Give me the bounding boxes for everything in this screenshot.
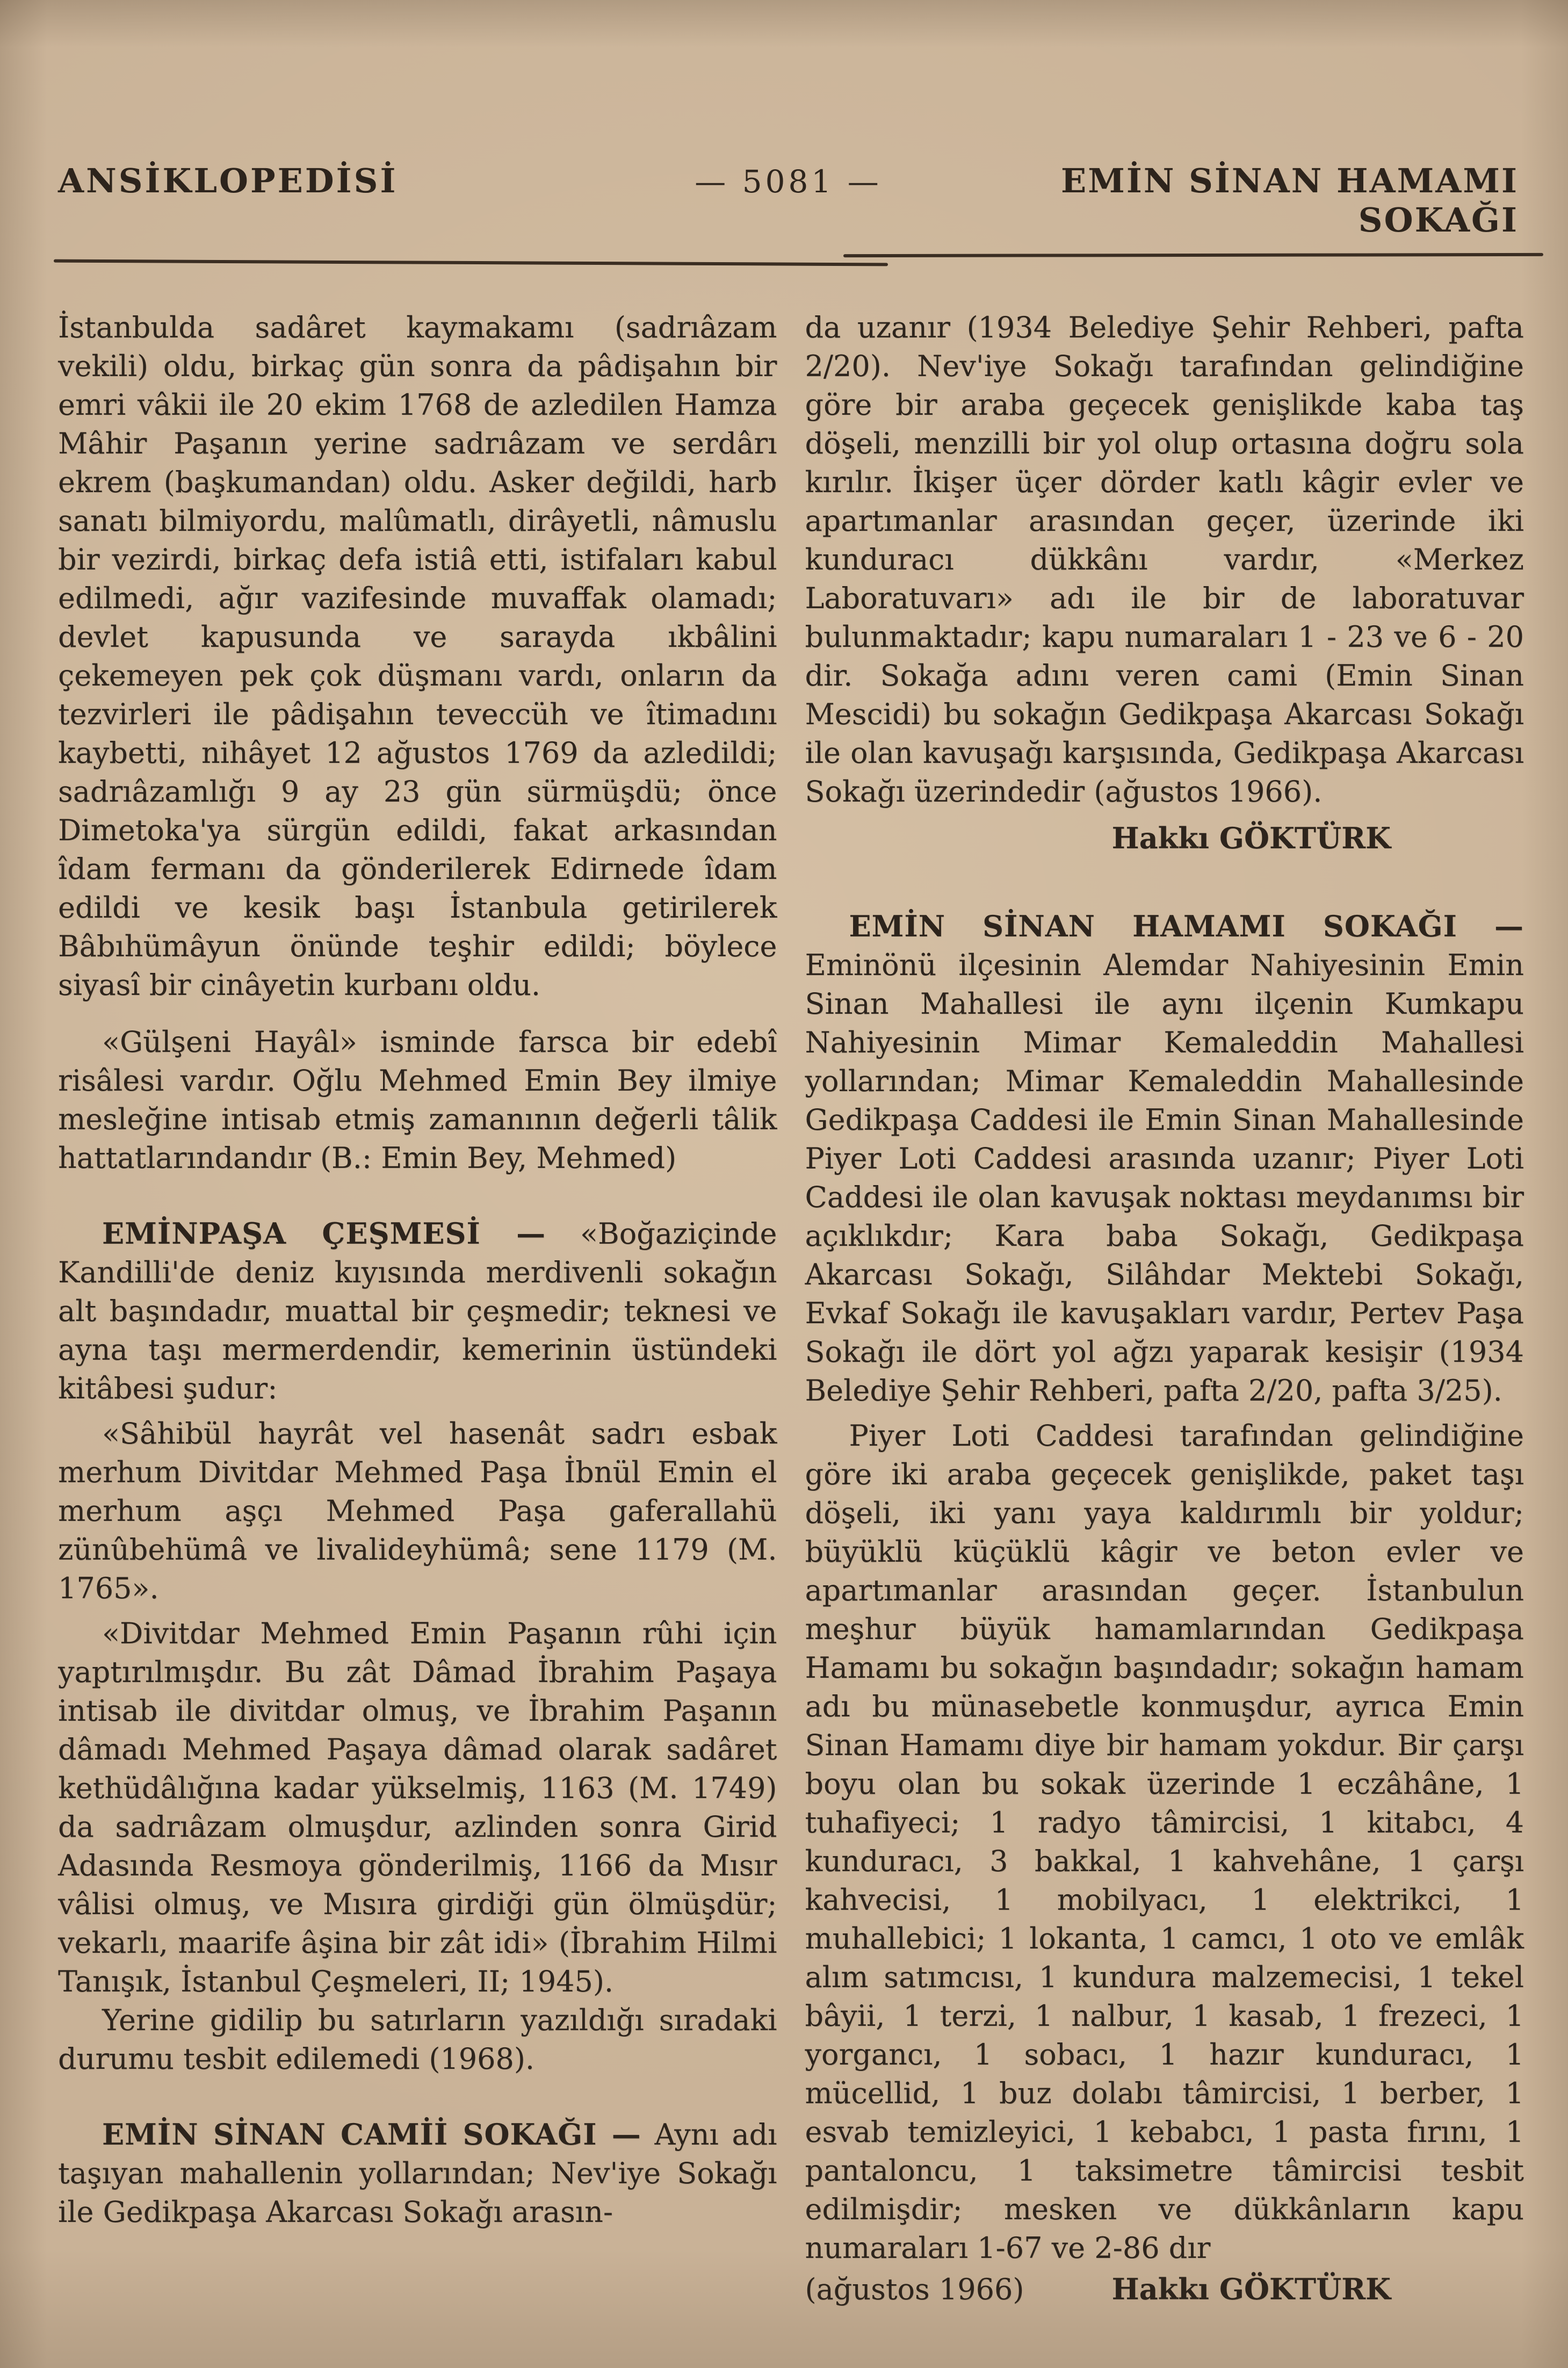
- entry-paragraph-gulseni: «Gülşeni Hayâl» isminde farsca bir edebî risâlesi vardır. Oğlu Mehmed Emin Bey ilmiye mesleğine intisab etmiş zamanının değerli tâlik hattatlarındandır (B.: Emin Bey, Mehmed): [58, 1025, 777, 1175]
- column-right: [805, 308, 1524, 2309]
- two-column-text-block: [0, 270, 1568, 2309]
- header-right-title: EMİN SİNAN HAMAMI SOKAĞI: [1061, 161, 1519, 240]
- header-divider-rule: [54, 251, 1543, 270]
- entry-title-emin-sinan-hamami-sokagi: EMİN SİNAN HAMAMI SOKAĞI —: [849, 909, 1524, 943]
- entry-continuation-paragraph: İstanbulda sadâret kaymakamı (sadrıâzam vekili) oldu, birkaç gün sonra da pâdişahın bir emri vâkii ile 20 ekim 1768 de azledilen Hamza Mâhir Paşanın yerine sadrıâzam ve serdârı ekrem (başkumandan) oldu. Asker değildi, harb sanatı bilmiyordu, malûmatlı, dirâyetli, nâmuslu bir vezirdi, birkaç defa istiâ etti, istifaları kabul edilmedi, ağır vazifesinde muvaffak olamadı; devlet kapusunda ve sarayda ıkbâlini çekemeyen pek çok düşmanı vardı, onların da tezvirleri ile pâdişahın teveccüh ve îtimadını kaybetti, nihâyet 12 ağustos 1769 da azledildi; sadrıâzamlığı 9 ay 23 gün sürmüşdü; önce Dimetoka'ya sürgün edildi, fakat arkasından îdam fermanı da gönderilerek Edirnede îdam edildi ve kesik başı İstanbula getirilerek Bâbıhümâyun önünde teşhir edildi; böylece siyasî bir cinâyetin kurbanı oldu.: [58, 311, 777, 1002]
- date-note: (ağustos 1966): [805, 2272, 1024, 2306]
- entry-title-emin-sinan-camii-sokagi: EMİN SİNAN CAMİİ SOKAĞI —: [102, 2117, 641, 2152]
- entry-title-eminpasa-cesmesi: EMİNPAŞA ÇEŞMESİ —: [102, 1216, 546, 1251]
- entry-text: Eminönü ilçesinin Alemdar Nahiyesinin Emin Sinan Mahallesi ile aynı ilçenin Kumkapu Nahiyesinin Mimar Kemaleddin Mahallesi yollarından; Mimar Kemaleddin Mahallesinde Gedikpaşa Caddesi ile Emin Sinan Mahallesinde Piyer Loti Caddesi arasında uzanır; Piyer Loti Caddesi ile olan kavuşak noktası meydanımsı bir açıklıkdır; Kara baba Sokağı, Gedikpaşa Akarcası Sokağı, Silâhdar Mektebi Sokağı, Evkaf Sokağı ile kavuşakları vardır, Pertev Paşa Sokağı ile dört yol ağzı yaparak kesişir (1934 Belediye Şehir Rehberi, pafta 2/20, pafta 3/25).: [805, 948, 1524, 1407]
- entry-text: Aynı adı taşıyan mahallenin yollarından; Nev'iye Sokağı ile Gedikpaşa Akarcası Sokağı arasın-: [58, 2118, 777, 2229]
- author-signature: Hakkı GÖKTÜRK: [1111, 2272, 1391, 2306]
- entry-continuation-paragraph: da uzanır (1934 Belediye Şehir Rehberi, pafta 2/20). Nev'iye Sokağı tarafından gelindiğine göre bir araba geçecek genişlikde kaba taş döşeli, menzilli bir yol olup ortasına doğru sola kırılır. İkişer üçer dörder katlı kâgir evler ve apartımanlar arasından geçer, üzerinde iki kunduracı dükkânı vardır, «Merkez Laboratuvarı» adı ile bir de laboratuvar bulunmaktadır; kapu numaraları 1 - 23 ve 6 - 20 dir. Sokağa adını veren cami (Emin Sinan Mescidi) bu sokağın Gedikpaşa Akarcası Sokağı ile olan kavuşağı karşısında, Gedikpaşa Akarcası Sokağı üzerindedir (ağustos 1966).: [805, 311, 1524, 808]
- entry-text: «Boğaziçinde Kandilli'de deniz kıyısında merdivenli sokağın alt başındadır, muattal bir çeşmedir; teknesi ve ayna taşı mermerdendir, kemerinin üstündeki kitâbesi şudur:: [58, 1217, 777, 1405]
- entry-eminpasa-cesmesi: [58, 1214, 777, 1408]
- rule-segment-right: [843, 253, 1543, 257]
- header-left-title: ANSİKLOPEDİSİ: [58, 161, 398, 200]
- entry-emin-sinan-camii-sokagi: [58, 2115, 777, 2232]
- entry-closing-line: [805, 2270, 1524, 2309]
- entry-paragraph-divitdar: «Divitdar Mehmed Emin Paşanın rûhi için yaptırılmışdır. Bu zât Dâmad İbrahim Paşaya intisab ile divitdar olmuş, ve İbrahim Paşanın dâmadı Mehmed Paşaya dâmad olarak sadâret kethüdâlığına kadar yükselmiş, 1163 (M. 1749) da sadrıâzam olmuşdur, azlinden sonra Girid Adasında Resmoya gönderilmiş, 1166 da Mısır vâlisi olmuş, ve Mısıra girdiği gün ölmüşdür; vekarlı, maarife âşina bir zât idi» (İbrahim Hilmi Tanışık, İstanbul Çeşmeleri, II; 1945).: [58, 1616, 777, 1998]
- running-header: [0, 0, 1568, 240]
- page-number: — 5081 —: [695, 163, 882, 200]
- entry-emin-sinan-hamami-sokagi: [805, 907, 1524, 1410]
- author-signature: Hakkı GÖKTÜRK: [1111, 821, 1391, 855]
- rule-segment-left: [54, 259, 888, 266]
- entry-paragraph-yerine: Yerine gidilip bu satırların yazıldığı sıradaki durumu tesbit edilemedi (1968).: [58, 2003, 777, 2076]
- column-left: [58, 308, 777, 2309]
- entry-paragraph-piyer-loti: Piyer Loti Caddesi tarafından gelindiğine göre iki araba geçecek genişlikde, paket taşı döşeli, iki yanı yaya kaldırımlı bir yoldur; büyüklü küçüklü kâgir ve beton evler ve apartımanlar arasından geçer. İstanbulun meşhur büyük hamamlarından Gedikpaşa Hamamı bu sokağın başındadır; sokağın hamam adı bu münasebetle konmuşdur, ayrıca Emin Sinan Hamamı diye bir hamam yokdur. Bir çarşı boyu olan bu sokak üzerinde 1 eczâhâne, 1 tuhafiyeci; 1 radyo tâmircisi, 1 kitabcı, 4 kunduracı, 3 bakkal, 1 kahvehâne, 1 çarşı kahvecisi, 1 mobilyacı, 1 elektrikci, 1 muhallebici; 1 lokanta, 1 camcı, 1 oto ve emlâk alım satımcısı, 1 kundura malzemecisi, 1 tekel bâyii, 1 terzi, 1 nalbur, 1 kasab, 1 frezeci, 1 yorgancı, 1 sobacı, 1 hazır kunduracı, 1 mücellid, 1 buz dolabı tâmircisi, 1 berber, 1 esvab temizleyici, 1 kebabcı, 1 pasta fırını, 1 pantaloncu, 1 taksimetre tâmircisi tesbit edilmişdir; mesken ve dükkânların kapu numaraları 1-67 ve 2-86 dır: [805, 1419, 1524, 2265]
- entry-paragraph-kitabe: «Sâhibül hayrât vel hasenât sadrı esbak merhum Divitdar Mehmed Paşa İbnül Emin el merhum aşçı Mehmed Paşa gaferallahü zünûbehümâ ve livalideyhümâ; sene 1179 (M. 1765».: [58, 1417, 777, 1605]
